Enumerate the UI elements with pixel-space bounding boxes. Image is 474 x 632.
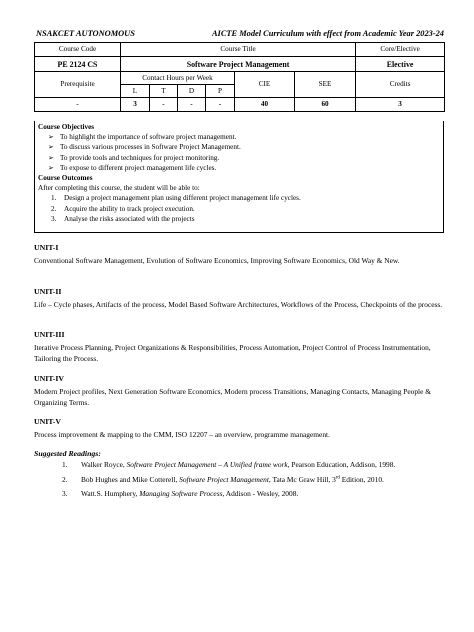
institution-name: NSAKCET AUTONOMOUS	[36, 29, 135, 38]
p-label: P	[206, 85, 235, 98]
reading-item: 2. Bob Hughes and Mike Cotterell, Software Project Management, Tata Mc Graw Hill, 3rd Edition, 2010.	[62, 474, 384, 484]
unit-2	[34, 287, 444, 311]
unit-text: Conventional Software Management, Evolution of Software Economics, Improving Software Economics, Old Way & New.	[34, 255, 400, 265]
outcomes-title: Course Outcomes	[38, 174, 93, 183]
outcomes-intro: After completing this course, the student will be able to:	[38, 184, 200, 193]
course-code: PE 2124 CS	[35, 57, 121, 72]
objectives-outcomes-box	[34, 121, 444, 233]
arrow-bullet-icon: ➢	[48, 163, 54, 172]
t-value: -	[150, 98, 178, 112]
t-label: T	[150, 85, 178, 98]
course-title-header: Course Title	[121, 43, 356, 57]
objective-item: ➢ To highlight the importance of software project management.	[48, 133, 237, 142]
see-value: 60	[295, 98, 356, 112]
cie-label: CIE	[235, 72, 295, 98]
contact-hours-label: Contact Hours per Week	[121, 72, 235, 85]
book-title: Software Project Management – A Unified frame work	[126, 459, 288, 469]
unit-5	[34, 417, 444, 441]
l-value: 3	[121, 98, 150, 112]
core-elective-header: Core/Elective	[356, 43, 445, 57]
book-title: Managing Software Process	[139, 489, 223, 499]
table-header-row	[35, 43, 445, 57]
reading-item: 1. Walker Royce, Software Project Management – A Unified frame work, Pearson Education, Addison, 1998.	[62, 459, 396, 469]
unit-text: Process improvement & mapping to the CMM, ISO 12207 – an overview, programme management.	[34, 429, 330, 439]
objective-item: ➢ To discuss various processes in Software Project Management.	[48, 143, 241, 152]
contact-hours-row	[35, 72, 445, 85]
objective-item: ➢ To expose to different project management life cycles.	[48, 163, 217, 172]
book-title: Software Project Management	[179, 474, 269, 484]
unit-4	[34, 374, 444, 408]
arrow-bullet-icon: ➢	[48, 153, 54, 162]
objective-item: ➢ To provide tools and techniques for project monitoring.	[48, 153, 220, 162]
unit-title: UNIT-IV	[34, 374, 65, 383]
prerequisite-label: Prerequisite	[35, 72, 121, 98]
l-label: L	[121, 85, 150, 98]
d-label: D	[178, 85, 206, 98]
d-value: -	[178, 98, 206, 112]
outcome-item: 3. Analyse the risks associated with the projects	[51, 214, 195, 223]
outcome-item: 2. Acquire the ability to track project execution.	[51, 204, 195, 213]
values-row	[35, 98, 445, 112]
page-header	[36, 29, 444, 41]
prerequisite-value: -	[35, 98, 121, 112]
objectives-title: Course Objectives	[38, 123, 95, 131]
curriculum-note: AICTE Model Curriculum with effect from Academic Year 2023-24	[211, 29, 444, 38]
course-code-header: Course Code	[35, 43, 121, 57]
unit-title: UNIT-I	[34, 243, 59, 252]
credits-value: 3	[356, 98, 445, 112]
arrow-bullet-icon: ➢	[48, 143, 54, 152]
cie-value: 40	[235, 98, 295, 112]
p-value: -	[206, 98, 235, 112]
see-label: SEE	[295, 72, 356, 98]
course-info-row	[35, 57, 445, 72]
unit-text: Iterative Process Planning, Project Organizations & Responsibilities, Process Automation, Project Control of Process Instrumentation, Tailoring the Process.	[34, 342, 431, 363]
unit-title: UNIT-II	[34, 287, 62, 296]
unit-3	[34, 330, 444, 364]
credits-label: Credits	[356, 72, 445, 98]
unit-text: Modern Project profiles, Next Generation Software Economics, Modern process Transitions, Managing Contacts, Managing People & Organizing Terms.	[34, 386, 431, 407]
outcome-item: 1. Design a project management plan using different project management life cycles.	[51, 194, 301, 203]
course-table	[34, 42, 445, 112]
unit-1	[34, 243, 444, 267]
course-title: Software Project Management	[121, 57, 356, 72]
unit-text: Life – Cycle phases, Artifacts of the process, Model Based Software Architectures, Workflows of the Process, Checkpoints of the process.	[34, 299, 443, 309]
readings-title: Suggested Readings:	[34, 449, 101, 458]
core-elective-value: Elective	[356, 57, 445, 72]
reading-item: 3. Watt.S. Humphery, Managing Software Process, Addison - Wesley, 2008.	[62, 489, 299, 499]
arrow-bullet-icon: ➢	[48, 133, 54, 142]
suggested-readings	[34, 449, 444, 500]
unit-title: UNIT-V	[34, 417, 62, 426]
unit-title: UNIT-III	[34, 330, 65, 339]
